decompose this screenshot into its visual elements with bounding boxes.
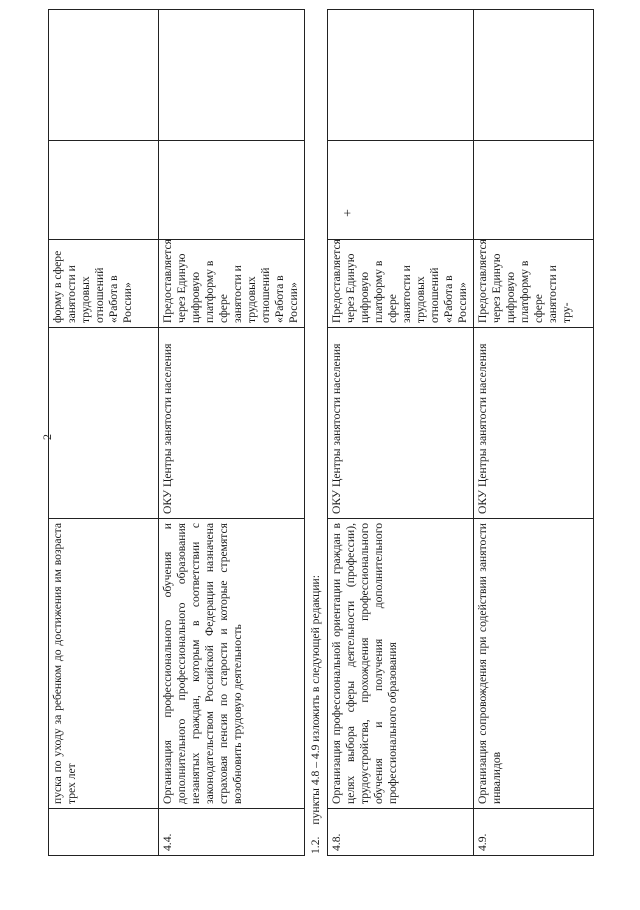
row-number: 4.9.: [474, 809, 594, 856]
service-provider: [49, 328, 159, 519]
service-provider: ОКУ Центры занятости населения: [159, 328, 305, 519]
service-provider: ОКУ Центры занятости населения: [328, 328, 474, 519]
delivery-method: Предоставляется через Единую цифровую платформу в сфере занятости и трудовых отношений «Работа в России»: [328, 240, 474, 328]
amendment-note: [305, 0, 327, 856]
services-table-top: [48, 9, 305, 856]
delivery-method: форму в сфере занятости и трудовых отношений «Работа в России»: [49, 240, 159, 328]
column-6-cell: [159, 10, 305, 141]
row-number: 4.4.: [159, 809, 305, 856]
amendment-number: 1.2.: [309, 836, 322, 854]
amendment-text: пункты 4.8 – 4.9 изложить в следующей редакции:: [309, 575, 322, 825]
row-number: [49, 809, 159, 856]
delivery-method: Предоставляется через Единую цифровую платформу в сфере занятости и трудовых отношений «Работа в России»: [159, 240, 305, 328]
table-row: [328, 10, 474, 856]
column-6-cell: [328, 10, 474, 141]
table-row: [159, 10, 305, 856]
table-row: [474, 10, 594, 856]
page-number: 2: [40, 434, 54, 440]
service-name: Организация профессионального обучения и дополнительного профессионального образования незанятых граждан, которым в соответствии с законодательством Российской Федерации назначена страховая пенсия по старости и которые стремятся возобновить трудовую деятельность: [159, 519, 305, 809]
service-provider: ОКУ Центры занятости населения: [474, 328, 594, 519]
service-name: пуска по уходу за ребенком до достижения им возраста трех лет: [49, 519, 159, 809]
row-number: 4.8.: [328, 809, 474, 856]
service-name: Организация профессиональной ориентации граждан в целях выбора сферы деятельности (профессии), трудоустройства, прохождения профессионального обучения и получения дополнительного профессионального образования: [328, 519, 474, 809]
column-5-cell: [49, 141, 159, 240]
table-row: [49, 10, 159, 856]
column-6-cell: [49, 10, 159, 141]
column-5-cell: [328, 141, 474, 240]
service-name: Организация сопровождения при содействии занятости инвалидов: [474, 519, 594, 809]
delivery-method: Предоставляется через Единую цифровую платформу в сфере занятости и тру-: [474, 240, 594, 328]
column-5-cell: [159, 141, 305, 240]
rotated-page-content: [48, 0, 594, 856]
column-5-cell: [474, 141, 594, 240]
plus-mark: +: [341, 209, 356, 217]
services-table-bottom: [327, 9, 594, 856]
column-6-cell: [474, 10, 594, 141]
